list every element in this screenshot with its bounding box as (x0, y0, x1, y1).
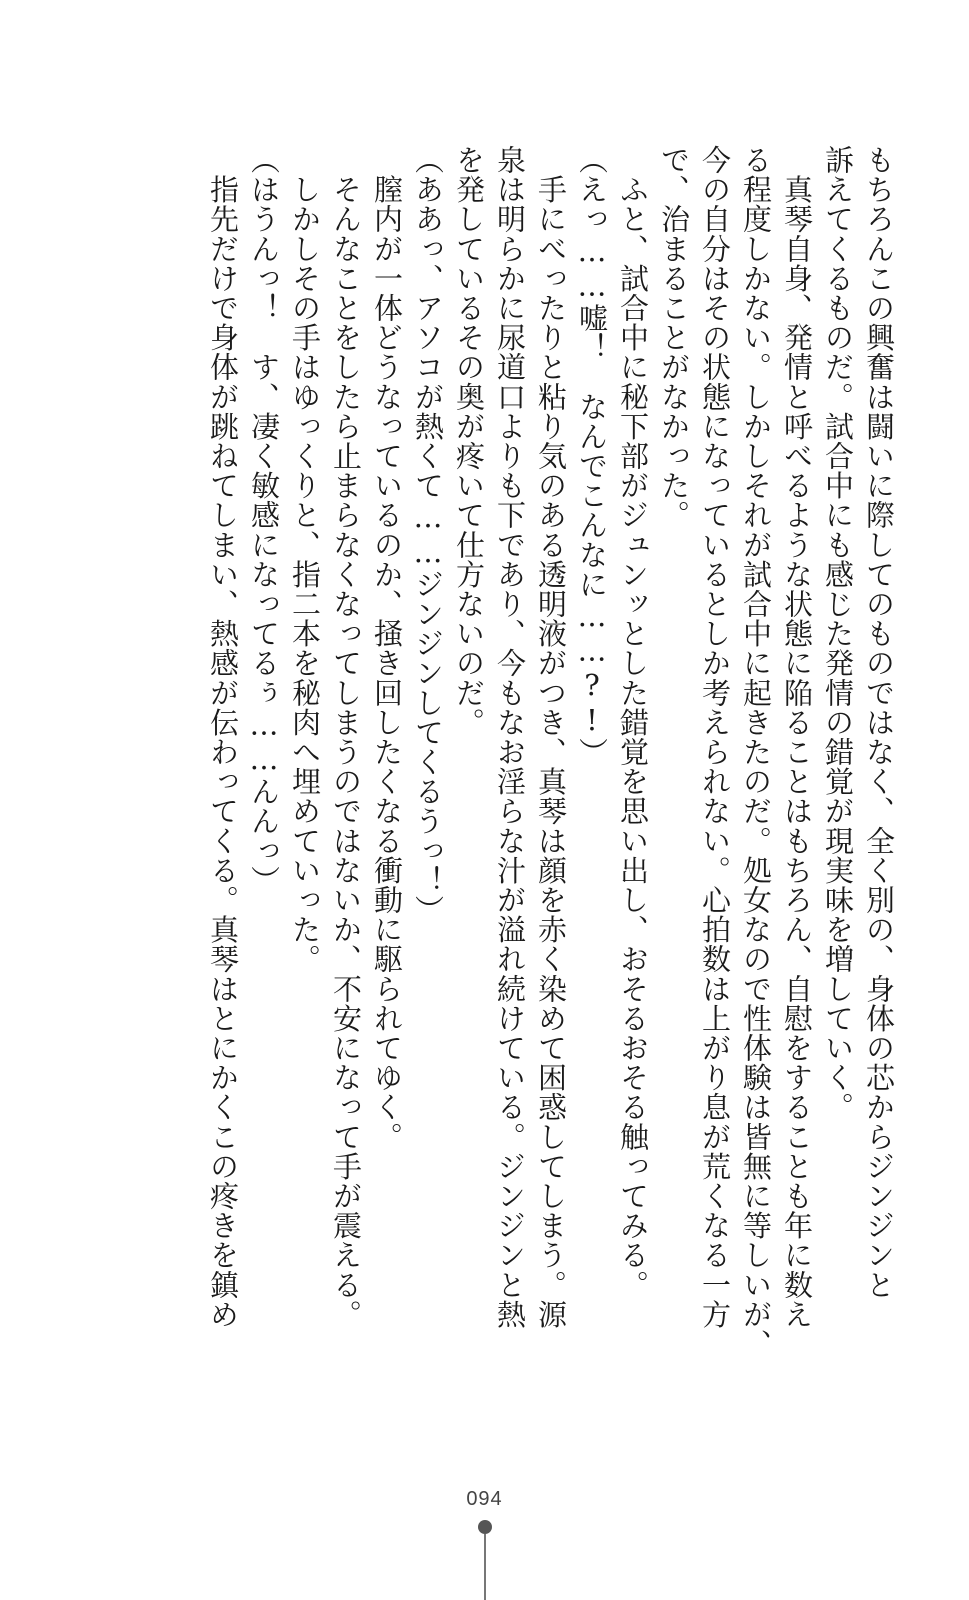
text-line: そんなことをしたら止まらなくなってしまうのではないか、不安になって手が震える。 (329, 145, 363, 1329)
text-line: 訴えてくるものだ。試合中にも感じた発情の錯覚が現実味を増していく。 (821, 145, 855, 1122)
text-line: （はうんっ！ す、凄く敏感になってるぅ……んんっ） (247, 145, 281, 895)
text-line: もちろんこの興奮は闘いに際してのものではなく、全く別の、身体の芯からジンジンと (862, 145, 896, 1300)
text-line: で、治まることがなかった。 (657, 145, 691, 530)
page-marker-line (484, 1534, 486, 1600)
text-line: （えっ……嘘！ なんでこんなに……?!） (575, 145, 609, 767)
text-line: 手にべったりと粘り気のある透明液がつき、真琴は顔を赤く染めて困惑してしまう。源 (534, 145, 568, 1329)
page-number: 094 (466, 1488, 503, 1510)
text-line: 今の自分はその状態になっているとしか考えられない。心拍数は上がり息が荒くなる一方 (698, 145, 732, 1329)
text-line: しかしその手はゆっくりと、指二本を秘肉へ埋めていった。 (288, 145, 322, 974)
text-line: 泉は明らかに尿道口よりも下であり、今もなお淫らな汁が溢れ続けている。ジンジンと熱 (493, 145, 527, 1329)
text-line: る程度しかない。しかしそれが試合中に起きたのだ。処女なので性体験は皆無に等しいが、 (739, 145, 773, 1359)
text-line: （ああっ、アソコが熱くて……ジンジンしてくるうっ！） (411, 145, 445, 925)
body-text (202, 145, 899, 1359)
text-line: 真琴自身、発情と呼べるような状態に陥ることはもちろん、自慰をすることも年に数え (780, 145, 814, 1329)
text-line: 指先だけで身体が跳ねてしまい、熱感が伝わってくる。真琴はとにかくこの疼きを鎮め (206, 145, 240, 1329)
text-line: を発しているその奥が疼いて仕方ないのだ。 (452, 145, 486, 737)
text-line: 膣内が一体どうなっているのか、掻き回したくなる衝動に駆られてゆく。 (370, 145, 404, 1152)
page-marker-dot (478, 1520, 492, 1534)
text-line: ふと、試合中に秘下部がジュンッとした錯覚を思い出し、おそるおそる触ってみる。 (616, 145, 650, 1300)
